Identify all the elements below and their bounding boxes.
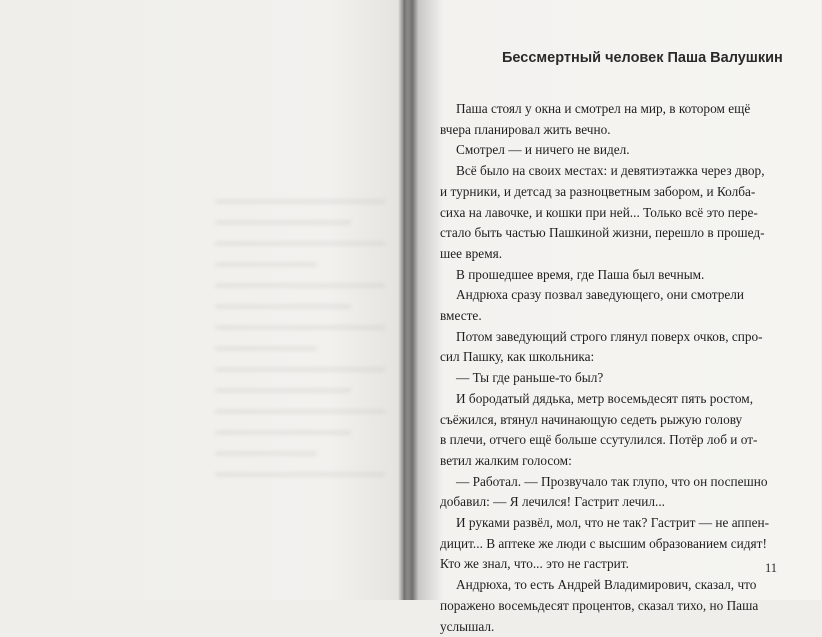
text-line: сиха на лавочке, и кошки при ней... Только всё это пере- <box>440 204 758 220</box>
text-line: В прошедшее время, где Паша был вечным. <box>456 266 705 282</box>
text-line: в плечи, отчего ещё больше ссутулился. Потёр лоб и от- <box>440 432 758 448</box>
text-line: вместе. <box>440 308 482 324</box>
text-line: И бородатый дядька, метр восемьдесят пять ростом, <box>456 390 754 406</box>
text-line: стало быть частью Пашкиной жизни, перешло в прошед- <box>440 225 765 241</box>
text-line: И руками развёл, мол, что не так? Гастрит — не аппен- <box>456 515 770 531</box>
text-line: Потом заведующий строго глянул поверх очков, спро- <box>456 328 763 344</box>
left-page-blank <box>0 0 400 600</box>
text-line: поражено восемьдесят процентов, сказал тихо, но Паша <box>440 597 759 613</box>
text-line: Андрюха, то есть Андрей Владимирович, сказал, что <box>456 577 757 593</box>
text-line: и турники, и детсад за разноцветным забором, и Колба- <box>440 183 756 199</box>
text-line: добавил: — Я лечился! Гастрит лечил... <box>440 494 666 510</box>
text-line: съёжился, втянул начинающую седеть рыжую голову <box>440 411 743 427</box>
bleed-through-text <box>215 200 385 500</box>
text-line: Всё было на своих местах: и девятиэтажка через двор, <box>456 163 765 179</box>
text-line: Андрюха сразу позвал заведующего, они смотрели <box>456 287 744 303</box>
text-line: услышал. <box>440 618 495 634</box>
book-gutter <box>398 0 412 600</box>
text-line: шее время. <box>440 245 503 261</box>
text-line: Смотрел — и ничего не видел. <box>456 142 630 158</box>
text-line: ветил жалким голосом: <box>440 452 572 468</box>
chapter-title: Бессмертный человек Паша Валушкин <box>502 50 783 66</box>
right-page <box>412 0 821 634</box>
text-line: дицит... В аптеке же люди с высшим образованием сидят! <box>440 535 767 551</box>
body-text <box>440 99 785 637</box>
text-line: — Ты где раньше-то был? <box>456 370 604 386</box>
text-line: Кто же знал, что... это не гастрит. <box>440 556 629 572</box>
page-number: 11 <box>764 561 777 575</box>
text-line: вчера планировал жить вечно. <box>440 121 611 137</box>
text-line: Паша стоял у окна и смотрел на мир, в котором ещё <box>456 101 751 116</box>
text-line: сил Пашку, как школьника: <box>440 349 595 365</box>
text-line: — Работал. — Прозвучало так глупо, что он поспешно <box>456 473 768 489</box>
